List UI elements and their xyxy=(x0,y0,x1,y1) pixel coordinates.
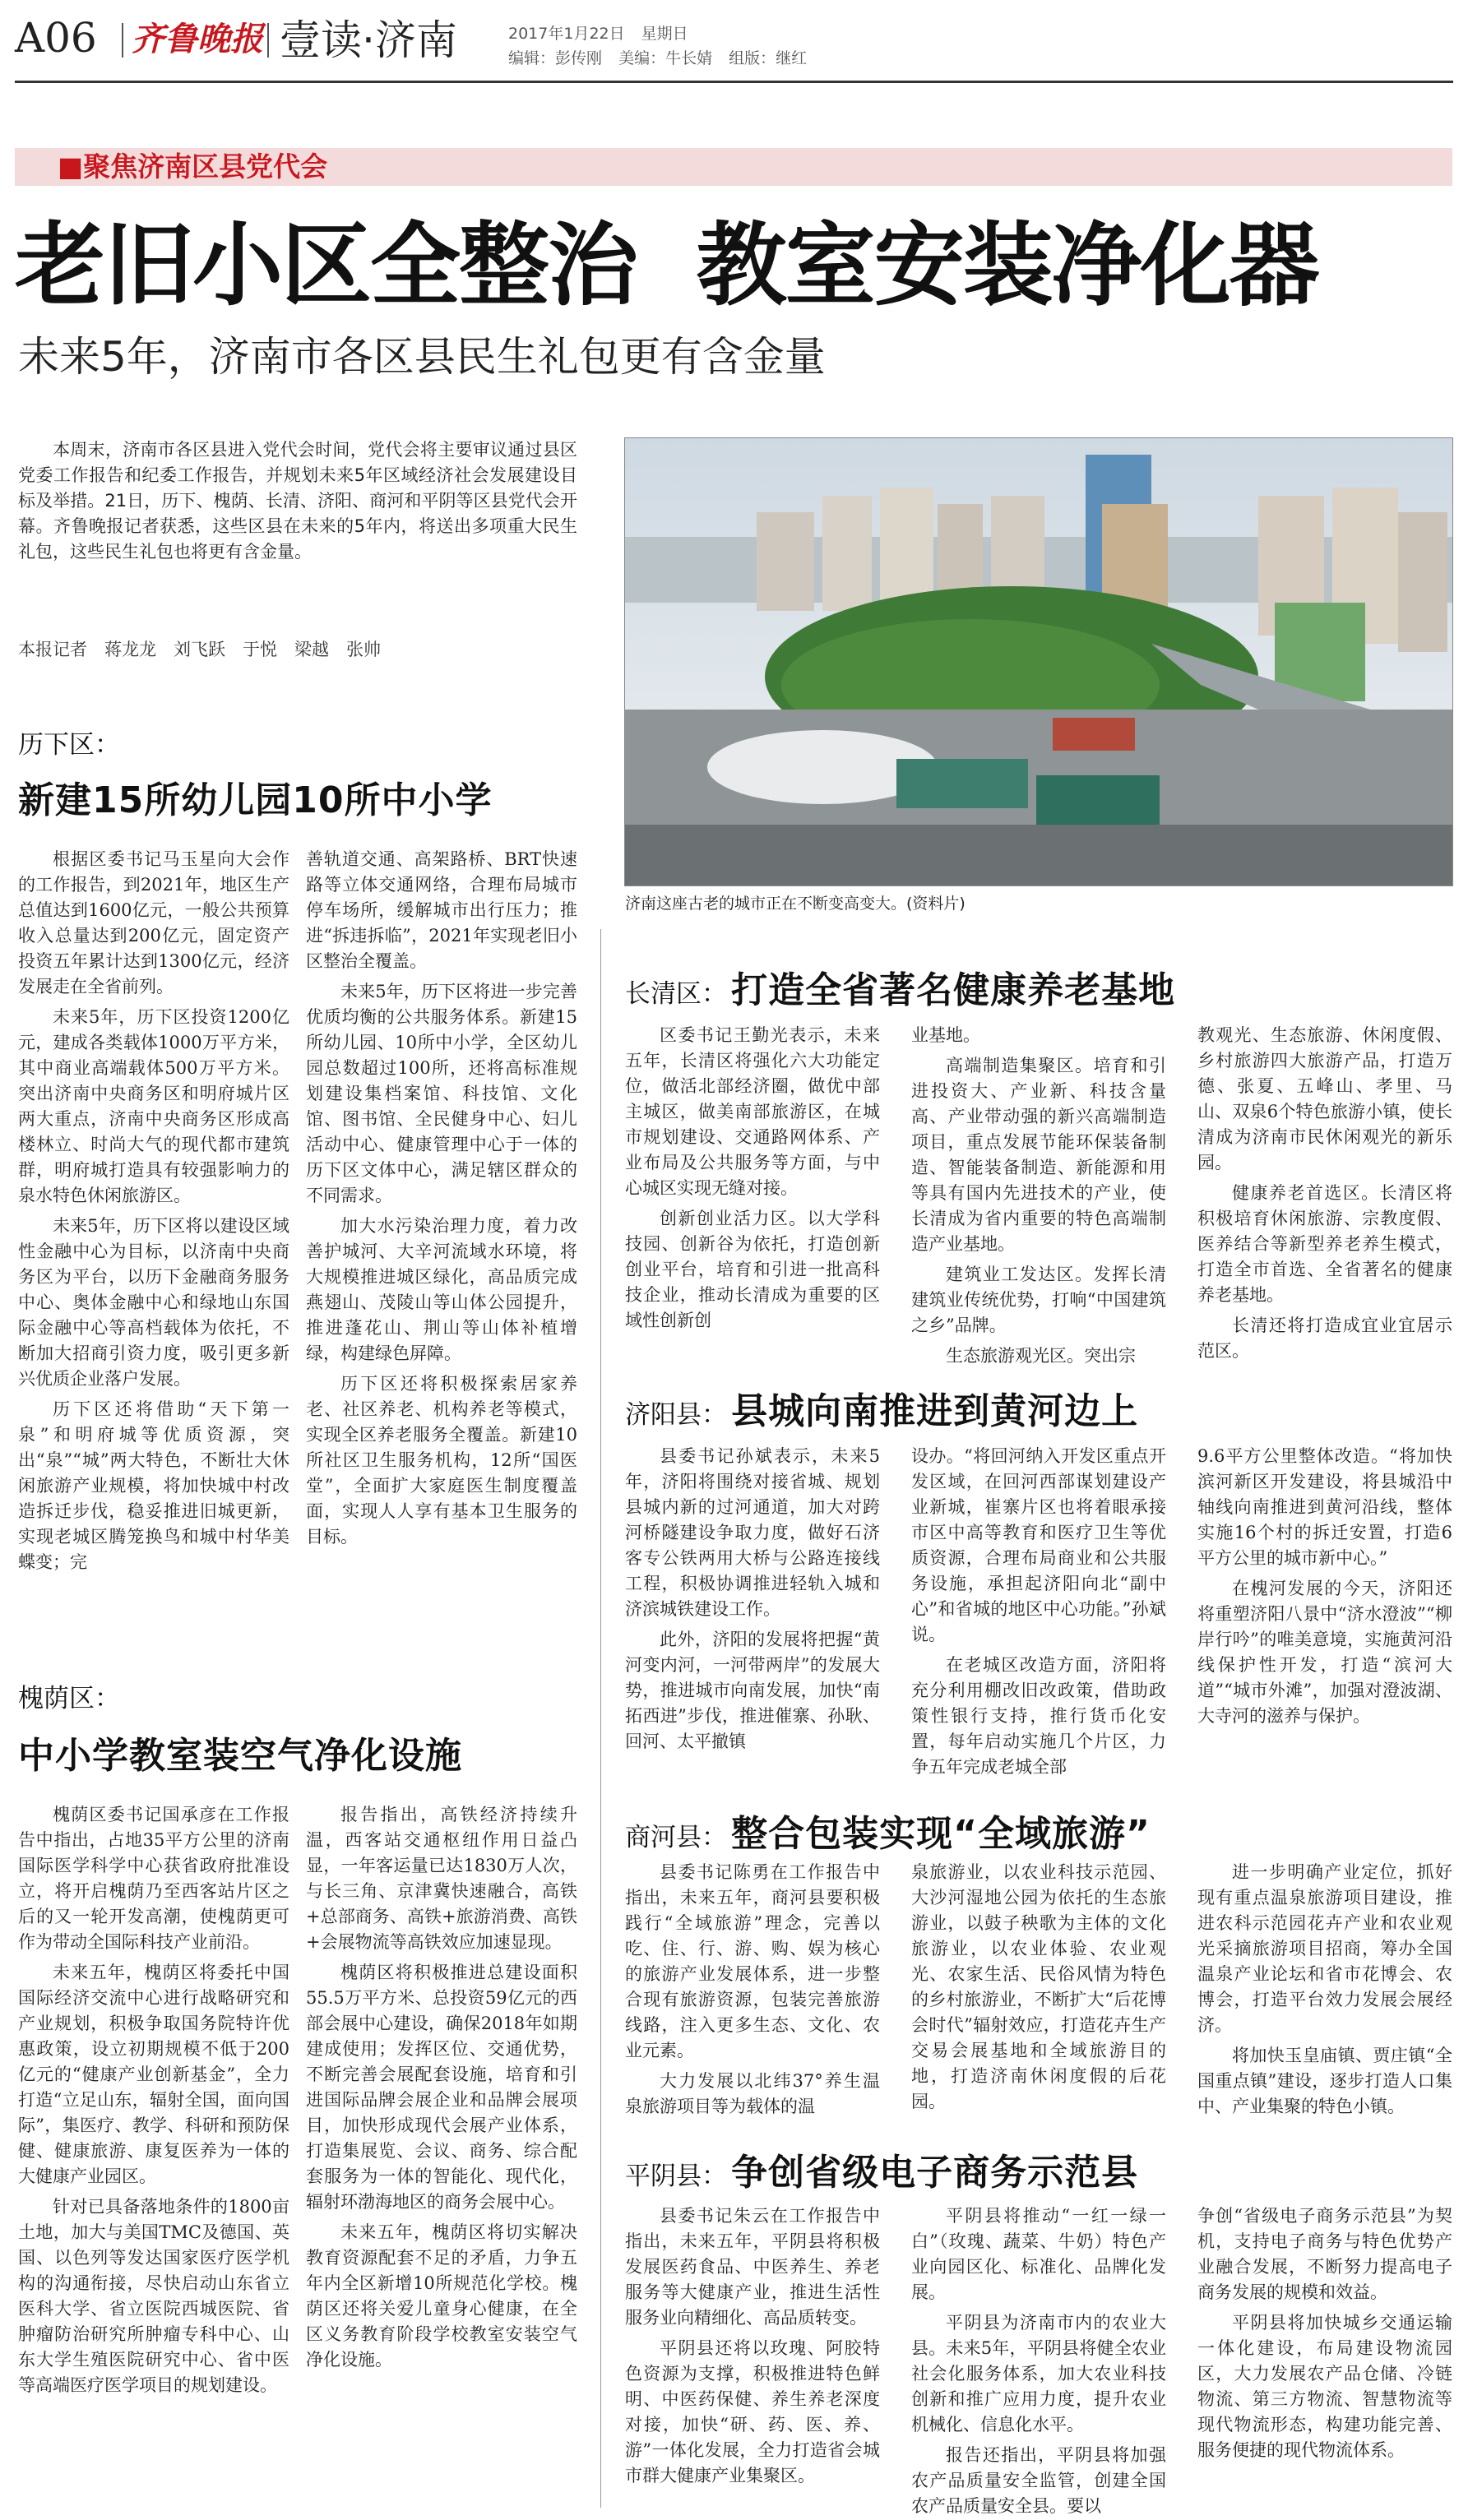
page-number: A06 xyxy=(15,14,97,62)
art-editor: 美编：牛长婧 xyxy=(618,49,713,67)
huaiyin-district-label: 槐荫区： xyxy=(18,1684,120,1713)
jiyang-paragraph: 在老城区改造方面，济阳将充分利用棚改旧改政策，借助政策性银行支持，推行货币化安置，每年启动实施几个片区，力争五年完成老城全部 xyxy=(911,1655,1166,1777)
lixia-column-2 xyxy=(306,847,577,1669)
huaiyin-paragraph: 槐荫区委书记国承彦在工作报告中指出，占地35平方公里的济南国际医学科学中心获省政府批准设立，将开启槐荫乃至西客站片区之后的又一轮开发高潮，使槐荫更可作为带动全国际科技产业前沿。 xyxy=(18,1805,289,1952)
subheadline: 未来5年，济南市各区县民生礼包更有含金量 xyxy=(18,333,826,381)
jiyang-paragraph: 县委书记孙斌表示，未来5年，济阳将围绕对接省城、规划县城内新的过河通道，加大对跨河桥隧建设争取力度，做好石济客专公铁两用大桥与公路连接线工程，积极协调推进轻轨入城和济滨城铁建设工作。 xyxy=(625,1446,880,1619)
lixia-paragraph: 未来5年，历下区将以建设区域性金融中心为目标，以济南中央商务区为平台，以历下金融商务服务中心、奥体金融中心和绿地山东国际金融中心等高档载体为依托，不断加大招商引资力度，吸引更多新兴优质企业落户发展。 xyxy=(18,1216,289,1389)
lead-paragraph: 本周末，济南市各区县进入党代会时间，党代会将主要审议通过县区党委工作报告和纪委工作报告，并规划未来5年区域经济社会发展建设目标及举措。21日，历下、槐荫、长清、济阳、商河和平阴等区县党代会开幕。齐鲁晚报记者获悉，这些区县在未来的5年内，将送出多项重大民生礼包，这些民生礼包也将更有含金量。 xyxy=(18,440,577,562)
changqing-paragraph: 业基地。 xyxy=(911,1025,980,1045)
changqing-paragraph: 建筑业工发达区。发挥长清建筑业传统优势，打响“中国建筑之乡”品牌。 xyxy=(911,1265,1166,1335)
changqing-paragraph: 生态旅游观光区。突出宗 xyxy=(946,1346,1136,1366)
pingyin-title: 争创省级电子商务示范县 xyxy=(731,2152,1139,2194)
pingyin-paragraph: 争创“省级电子商务示范县”为契机，支持电子商务与特色优势产业融合发展，不断努力提高电子商务发展的规模和效益。 xyxy=(1197,2206,1452,2302)
jiyang-paragraph: 设办。“将回河纳入开发区重点开发区域，在回河西部谋划建设产业新城，崔寨片区也将着眼承接市区中高等教育和医疗卫生等优质资源，合理布局商业和公共服务设施，承担起济阳向北“副中心”和省城的地区中心功能。”孙斌说。 xyxy=(911,1446,1166,1644)
masthead-divider xyxy=(267,23,269,58)
city-photo xyxy=(624,437,1453,886)
editor-credits xyxy=(508,46,807,68)
jiyang-column-1 xyxy=(625,1444,880,1789)
pingyin-column-1 xyxy=(625,2203,880,2512)
lixia-paragraph: 历下区还将积极探索居家养老、社区养老、机构养老等模式，实现全区养老服务全覆盖。新建10所社区卫生服务机构，12所“国医堂”，全面扩大家庭医生制度覆盖面，实现人人享有基本卫生服务的目标。 xyxy=(306,1374,577,1547)
shanghe-paragraph: 大力发展以北纬37°养生温泉旅游项目等为载体的温 xyxy=(625,2071,880,2116)
changqing-paragraph: 高端制造集聚区。培育和引进投资大、产业新、科技含量高、产业带动强的新兴高端制造项目，重点发展节能环保装备制造、智能装备制造、新能源和用等具有国内先进技术的产业，使长清成为省内重要的特色高端制造产业基地。 xyxy=(911,1056,1166,1254)
changqing-column-3 xyxy=(1197,1023,1452,1361)
date: 2017年1月22日 xyxy=(508,25,625,43)
jiyang-column-2 xyxy=(911,1444,1166,1789)
layout-editor: 组版：继红 xyxy=(729,49,808,67)
jiyang-section-heading xyxy=(625,1381,1447,1434)
jiyang-paragraph: 9.6平方公里整体改造。“将加快滨河新区开发建设，将县城沿中轴线向南推进到黄河沿线，整体实施16个村的拆迁安置，打造6平方公里的城市新中心。” xyxy=(1197,1446,1452,1568)
pingyin-paragraph: 平阴县为济南市内的农业大县。未来5年，平阴县将健全农业社会化服务体系，加大农业科技创新和推广应用力度，提升农业机械化、信息化水平。 xyxy=(911,2313,1166,2434)
jiyang-column-3 xyxy=(1197,1444,1452,1789)
jiyang-title: 县城向南推进到黄河边上 xyxy=(731,1390,1139,1432)
issue-date xyxy=(508,21,688,44)
pingyin-column-2 xyxy=(911,2203,1166,2516)
lixia-column-1 xyxy=(18,847,289,1669)
lixia-title: 新建15所幼儿园10所中小学 xyxy=(18,779,493,821)
changqing-paragraph: 创新创业活力区。以大学科技园、创新谷为依托，打造创新创业平台，培育和引进一批高科技企业，推动长清成为重要的区域性创新创 xyxy=(625,1209,880,1330)
lixia-paragraph: 根据区委书记马玉星向大会作的工作报告，到2021年，地区生产总值达到1600亿元，一般公共预算收入总量达到200亿元，固定资产投资五年累计达到1300亿元，经济发展走在全省前列。 xyxy=(18,849,289,996)
byline: 本报记者 蒋龙龙 刘飞跃 于悦 梁越 张帅 xyxy=(18,640,381,659)
shanghe-paragraph: 进一步明确产业定位，抓好现有重点温泉旅游项目建设，推进农科示范园花卉产业和农业观光采摘旅游项目招商，筹办全国温泉产业论坛和省市花博会、农博会，打造平台效力发展会展经济。 xyxy=(1197,1862,1452,2035)
pingyin-column-3 xyxy=(1197,2203,1452,2512)
pingyin-district-label: 平阴县： xyxy=(625,2162,727,2191)
lixia-paragraph: 历下区还将借助“天下第一泉”和明府城等优质资源，突出“泉”“城”两大特色，不断壮大休闲旅游产业规模，将加快城中村改造拆迁步伐，稳妥推进旧城更新，实现老城区腾笼换鸟和城中村华美蝶变；完 xyxy=(18,1399,289,1572)
huaiyin-column-2 xyxy=(306,1802,577,2509)
huaiyin-section-heading xyxy=(18,1677,594,1778)
column-divider xyxy=(600,929,601,2508)
pingyin-paragraph: 县委书记朱云在工作报告中指出，未来五年，平阴县将积极发展医药食品、中医养生、养老服务等大健康产业，推进生活性服务业向精细化、高品质转变。 xyxy=(625,2206,880,2328)
pingyin-paragraph: 平阴县将加快城乡交通运输一体化建设，布局建设物流园区，大力发展农产品仓储、冷链物流、第三方物流、智慧物流等现代物流形态，构建功能完善、服务便捷的现代物流体系。 xyxy=(1197,2313,1452,2460)
masthead-rule xyxy=(15,81,1453,83)
changqing-district-label: 长清区： xyxy=(625,979,727,1009)
changqing-paragraph: 健康养老首选区。长清区将积极培育休闲旅游、宗教度假、医养结合等新型养老养生模式，打造全市首选、全省著名的健康养老基地。 xyxy=(1197,1183,1452,1305)
shanghe-district-label: 商河县： xyxy=(625,1823,727,1852)
lixia-district-label: 历下区： xyxy=(18,730,120,760)
lixia-paragraph: 善轨道交通、高架路桥、BRT快速路等立体交通网络，合理布局城市停车场所，缓解城市出行压力；推进“拆违拆临”，2021年实现老旧小区整治全覆盖。 xyxy=(306,849,577,971)
changqing-paragraph: 区委书记王勤光表示，未来五年，长清区将强化六大功能定位，做活北部经济圈，做优中部主城区，做美南部旅游区，在城市规划建设、交通路网体系、产业布局及公共服务等方面，与中心城区实现无缝对接。 xyxy=(625,1025,880,1198)
jiyang-paragraph: 此外，济阳的发展将把握“黄河变内河，一河带两岸”的发展大势，推进城市向南发展，加快“南拓西进”步伐，推进催寨、孙耿、回河、太平撤镇 xyxy=(625,1630,880,1751)
huaiyin-paragraph: 槐荫区将积极推进总建设面积55.5万平方米、总投资59亿元的西部会展中心建设，确保2018年如期建成使用；发挥区位、交通优势，不断完善会展配套设施，培育和引进国际品牌会展企业和品牌会展项目，加快形成现代会展产业体系，打造集展览、会议、商务、综合配套服务为一体的智能化、现代化，辐射环渤海地区的商务会展中心。 xyxy=(306,1963,577,2212)
shanghe-paragraph: 县委书记陈勇在工作报告中指出，未来五年，商河县要积极践行“全域旅游”理念，完善以吃、住、行、游、购、娱为核心的旅游产业发展体系，进一步整合现有旅游资源，包装完善旅游线路，注入更多生态、文化、农业元素。 xyxy=(625,1862,880,2060)
shanghe-paragraph: 泉旅游业，以农业科技示范园、大沙河湿地公园为依托的生态旅游业，以鼓子秧歌为主体的文化旅游业，以农业体验、农业观光、农家生活、民俗风情为特色的乡村旅游业，不断扩大“后花博会时代”辐射效应，打造花卉生产交易会展基地和全域旅游目的地，打造济南休闲度假的后花园。 xyxy=(911,1862,1166,2111)
lixia-paragraph: 未来5年，历下区将进一步完善优质均衡的公共服务体系。新建15所幼儿园、10所中小学，全区幼儿园总数超过100所，还将高标准规划建设集档案馆、科技馆、文化馆、图书馆、全民健身中心、妇儿活动中心、健康管理中心于一体的历下区文体中心，满足辖区群众的不同需求。 xyxy=(306,982,577,1205)
huaiyin-column-1 xyxy=(18,1802,289,2509)
headline: 老旧小区全整治 教室安装净化器 xyxy=(15,213,1318,318)
changqing-title: 打造全省著名健康养老基地 xyxy=(731,969,1176,1011)
huaiyin-paragraph: 报告指出，高铁经济持续升温，西客站交通枢纽作用日益凸显，一年客运量已达1830万人次，与长三角、京津冀快速融合，高铁+总部商务、高铁+旅游消费、高铁+会展物流等高铁效应加速显现。 xyxy=(306,1805,577,1952)
weekday: 星期日 xyxy=(641,25,688,43)
lixia-paragraph: 未来5年，历下区投资1200亿元，建成各类载体1000万平方米，其中商业高端载体500万平方米。突出济南中央商务区和明府城片区两大重点，济南中央商务区形成高楼林立、时尚大气的现代都市建筑群，明府城打造具有较强影响力的泉水特色休闲旅游区。 xyxy=(18,1007,289,1205)
lixia-paragraph: 加大水污染治理力度，着力改善护城河、大辛河流域水环境，将大规模推进城区绿化，高品质完成燕翅山、茂陵山等山体公园提升，推进蓬花山、荆山等山体补植增绿，构建绿色屏障。 xyxy=(306,1216,577,1363)
shanghe-column-2 xyxy=(911,1860,1166,2164)
section-name: 壹读·济南 xyxy=(280,16,457,64)
topic-banner xyxy=(15,148,1452,186)
photo-caption: 济南这座古老的城市正在不断变高变大。(资料片) xyxy=(625,895,966,913)
huaiyin-paragraph: 针对已具备落地条件的1800亩土地，加大与美国TMC及德国、英国、以色列等发达国家医疗医学机构的沟通衔接，尽快启动山东省立医科大学、省立医院西城医院、省肿瘤防治研究所肿瘤专科中心、山东大学生殖医院研究中心、省中医等高端医疗医学项目的规划建设。 xyxy=(18,2197,289,2395)
editor: 编辑：彭传刚 xyxy=(508,49,603,67)
pingyin-section-heading xyxy=(625,2143,1447,2195)
city-skyline-image xyxy=(625,438,1452,885)
newspaper-logo: 齐鲁晚报 xyxy=(132,20,263,58)
huaiyin-title: 中小学教室装空气净化设施 xyxy=(18,1735,462,1777)
jiyang-paragraph: 在槐河发展的今天，济阳还将重塑济阳八景中“济水澄波”“柳岸行吟”的唯美意境，实施黄河沿线保护性开发，打造“滨河大道”“城市外滩”，加强对澄波湖、大寺河的滋养与保护。 xyxy=(1197,1579,1452,1726)
pingyin-paragraph: 平阴县还将以玫瑰、阿胶特色资源为支撑，积极推进特色鲜明、中医药保健、养生养老深度对接，加快“研、药、医、养、游”一体化发展，全力打造省会城市群大健康产业集聚区。 xyxy=(625,2338,880,2485)
changqing-column-1 xyxy=(625,1023,880,1352)
shanghe-section-heading xyxy=(625,1804,1447,1856)
changqing-column-2 xyxy=(911,1023,1166,1366)
shanghe-paragraph: 将加快玉皇庙镇、贾庄镇“全国重点镇”建设，逐步打造人口集中、产业集聚的特色小镇。 xyxy=(1197,2046,1452,2116)
masthead-divider xyxy=(122,23,123,58)
shanghe-column-3 xyxy=(1197,1860,1452,2164)
pingyin-paragraph: 报告还指出，平阴县将加强农产品质量安全监管，创建全国农产品质量安全县。要以 xyxy=(911,2445,1166,2516)
topic-banner-text: ■聚焦济南区县党代会 xyxy=(58,150,328,183)
lixia-section-heading xyxy=(18,724,594,823)
jiyang-district-label: 济阳县： xyxy=(625,1400,727,1430)
huaiyin-paragraph: 未来五年，槐荫区将切实解决教育资源配套不足的矛盾，力争五年内全区新增10所规范化学校。槐荫区还将关爱儿童身心健康，在全区义务教育阶段学校教室安装空气净化设施。 xyxy=(306,2222,577,2370)
huaiyin-paragraph: 未来五年，槐荫区将委托中国国际经济交流中心进行战略研究和产业规划，积极争取国务院特许优惠政策，设立初期规模不低于200亿元的“健康产业创新基金”，全力打造“立足山东，辐射全国，面向国际”，集医疗、教学、科研和预防保健、健康旅游、康复医养为一体的大健康产业园区。 xyxy=(18,1963,289,2186)
changqing-paragraph: 教观光、生态旅游、休闲度假、乡村旅游四大旅游产品，打造万德、张夏、五峰山、孝里、马山、双泉6个特色旅游小镇，使长清成为济南市民休闲观光的新乐园。 xyxy=(1197,1025,1452,1172)
pingyin-paragraph: 平阴县将推动“一红一绿一白”（玫瑰、蔬菜、牛奶）特色产业向园区化、标准化、品牌化发展。 xyxy=(911,2206,1166,2302)
changqing-paragraph: 长清还将打造成宜业宜居示范区。 xyxy=(1197,1315,1452,1361)
shanghe-column-1 xyxy=(625,1860,880,2164)
shanghe-title: 整合包装实现“全域旅游” xyxy=(731,1813,1151,1855)
changqing-section-heading xyxy=(625,960,1447,1013)
